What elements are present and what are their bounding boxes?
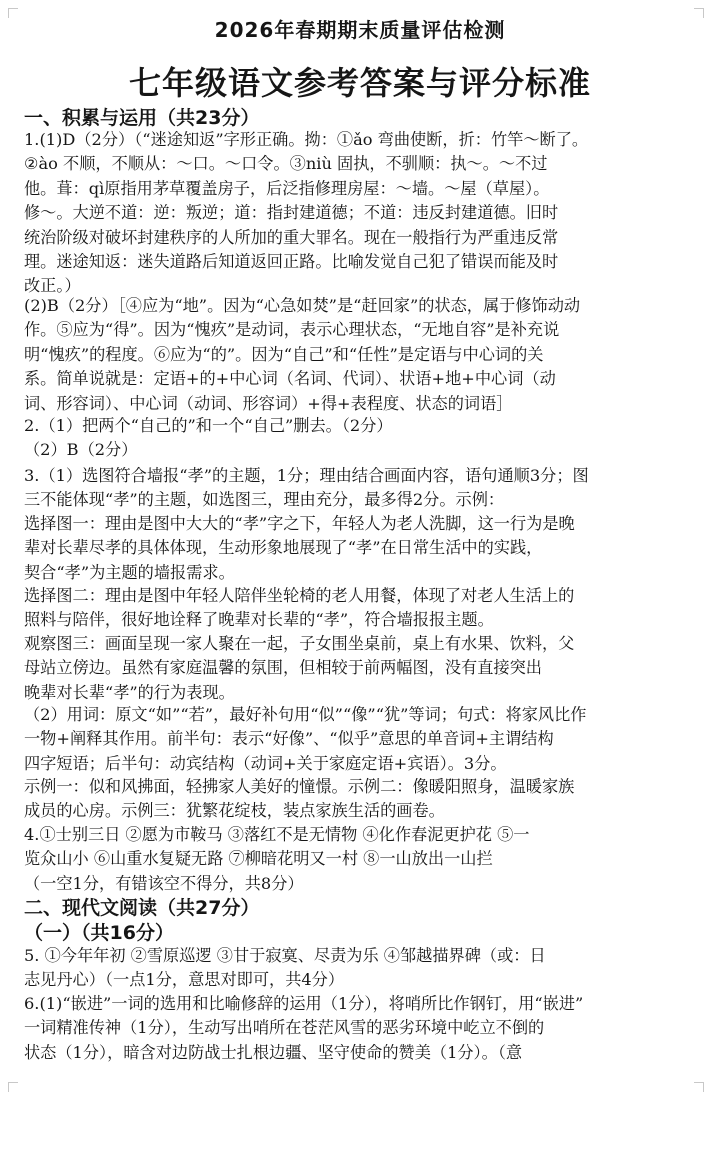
- answer-q5: [24, 944, 696, 993]
- text-line: 辈对长辈尽孝的具体体现，生动形象地展现了“孝”在日常生活中的实践，: [24, 538, 543, 558]
- page-corner-mark: [694, 8, 704, 18]
- text-line: 4.①士别三日 ②愿为市鞍马 ③落红不是无情物 ④化作春泥更护花 ⑤一: [24, 825, 530, 844]
- text-line: 选择图二：理由是图中年轻人陪伴坐轮椅的老人用餐，体现了对老人生活上的: [24, 586, 575, 605]
- answer-q3-1: [24, 464, 696, 513]
- answer-q1-1: [24, 128, 696, 299]
- text-line: 5. ①今年年初 ②雪原巡逻 ③甘于寂寞、尽责为乐 ④邹越描界碑（或：日: [24, 946, 546, 965]
- text-line: 照料与陪伴，很好地诠释了晚辈对长辈的“孝”，符合墙报报主题。: [24, 610, 494, 630]
- answer-q2: [24, 414, 696, 463]
- text-line: 理。迷途知返：迷失道路后知道返回正路。比喻发觉自己犯了错误而能及时: [24, 251, 559, 271]
- subsection-heading: （一）（共16分）: [24, 922, 174, 944]
- answer-q6: [24, 992, 696, 1065]
- text-line: 1.(1)D（2分）（“迷途知返”字形正确。拗：①ǎo 弯曲使断，折：竹竿～断了。: [24, 130, 589, 149]
- answer-q4: [24, 823, 696, 896]
- text-line: ②ào 不顺，不顺从：～口。～口令。③niù 固执，不驯顺：执～。～不过: [24, 154, 548, 174]
- answer-q1-2: [24, 294, 696, 416]
- text-line: 示例一：似和风拂面，轻拂家人美好的憧憬。示例二：像暖阳照身，温暖家族: [24, 777, 575, 796]
- text-line: 3.（1）选图符合墙报“孝”的主题，1分；理由结合画面内容，语句通顺3分；图: [24, 466, 589, 485]
- text-line: 他。葺：qì原指用茅草覆盖房子，后泛指修理房屋：～墙。～屋（草屋）。: [24, 178, 550, 198]
- section-heading-2: 二、现代文阅读（共27分）: [24, 897, 260, 919]
- exam-subtitle: 2026年春期期末质量评估检测: [214, 18, 506, 42]
- text-line: 观察图三：画面呈现一家人聚在一起，子女围坐桌前，桌上有水果、饮料，父: [24, 634, 575, 653]
- page-corner-mark: [8, 1082, 18, 1092]
- page-corner-mark: [694, 1082, 704, 1092]
- page-title: 七年级语文参考答案与评分标准: [128, 64, 591, 102]
- text-line: 词、形容词）、中心词（动词、形容词）+得+表程度、状态的词语］: [24, 393, 513, 413]
- text-line: 2.（1）把两个“自己的”和一个“自己”删去。（2分）: [24, 416, 393, 435]
- answer-q3-option-1: [24, 512, 696, 585]
- text-line: (2)B（2分）［④应为“地”。因为“心急如焚”是“赶回家”的状态，属于修饰动动: [24, 296, 581, 315]
- text-line: （2）B（2分）: [24, 440, 138, 460]
- text-line: 系。简单说就是：定语+的+中心词（名词、代词）、状语+地+中心词（动: [24, 369, 556, 389]
- text-line: 成员的心房。示例三：犹繁花绽枝，装点家族生活的画卷。: [24, 801, 445, 821]
- page-corner-mark: [8, 8, 18, 18]
- text-line: 修～。大逆不道：逆：叛逆；道：指封建道德；不道：违反封建道德。旧时: [24, 203, 559, 223]
- text-line: 母站立傍边。虽然有家庭温馨的氛围，但相较于前两幅图，没有直接突出: [24, 658, 542, 678]
- text-line: 状态（1分），暗含对边防战士扎根边疆、坚守使命的赞美（1分）。（意: [24, 1042, 523, 1062]
- answer-q3-option-2: [24, 584, 696, 633]
- answer-q3-examples: [24, 775, 696, 824]
- text-line: （一空1分，有错该空不得分，共8分）: [24, 873, 304, 893]
- text-line: 志见丹心）（一点1分，意思对即可，共4分）: [24, 970, 345, 990]
- text-line: （2）用词：原文“如”“若”，最好补句用“似”“像”“犹”等词；句式：将家风比作: [24, 705, 587, 724]
- text-line: 选择图一：理由是图中大大的“孝”字之下，年轻人为老人洗脚，这一行为是晚: [24, 514, 575, 533]
- text-line: 览众山小 ⑥山重水复疑无路 ⑦柳暗花明又一村 ⑧一山放出一山拦: [24, 849, 493, 869]
- text-line: 统治阶级对破坏封建秩序的人所加的重大罪名。现在一般指行为严重违反常: [24, 227, 559, 247]
- text-line: 晚辈对长辈“孝”的行为表现。: [24, 682, 235, 702]
- answer-q3-2: [24, 703, 696, 776]
- text-line: 明“愧疚”的程度。⑥应为“的”。因为“自己”和“任性”是定语与中心词的关: [24, 344, 544, 364]
- text-line: 契合“孝”为主题的墙报需求。: [24, 562, 235, 582]
- text-line: 四字短语；后半句：动宾结构（动词+关于家庭定语+宾语）。3分。: [24, 753, 507, 773]
- text-line: 三不能体现“孝”的主题，如选图三，理由充分，最多得2分。示例：: [24, 490, 505, 510]
- text-line: 一物+阐释其作用。前半句：表示“好像”、“似乎”意思的单音词+主谓结构: [24, 729, 554, 749]
- section-heading-1: 一、积累与运用（共23分）: [24, 107, 260, 129]
- text-line: 作。⑤应为“得”。因为“愧疚”是动词，表示心理状态，“无地自容”是补充说: [24, 320, 560, 340]
- text-line: 6.(1)“嵌进”一词的选用和比喻修辞的运用（1分），将哨所比作钢钉，用“嵌进”: [24, 994, 584, 1013]
- answer-q3-option-3: [24, 632, 696, 705]
- text-line: 一词精准传神（1分），生动写出哨所在苍茫风雪的恶劣环境中屹立不倒的: [24, 1018, 545, 1038]
- text-line: 改正。）: [24, 276, 81, 296]
